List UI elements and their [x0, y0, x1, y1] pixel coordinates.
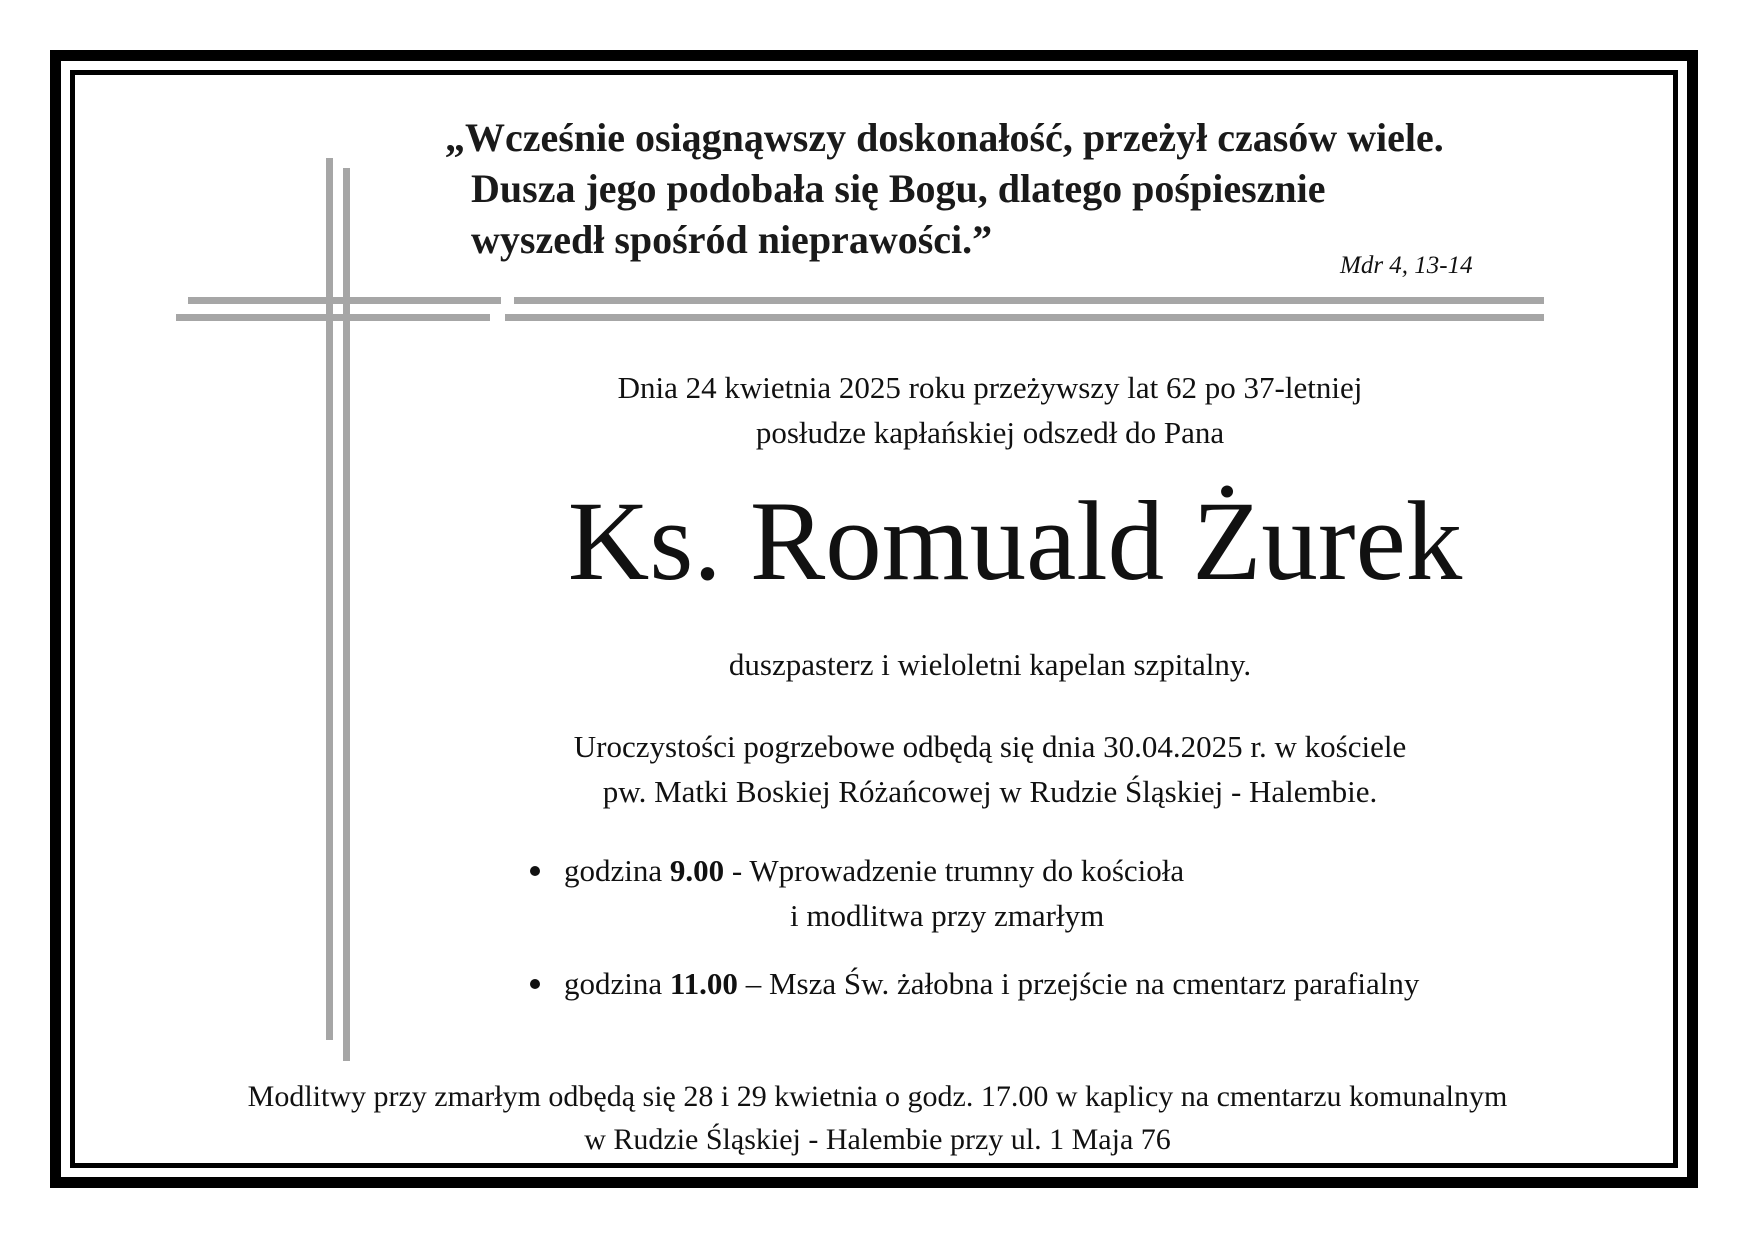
- cross-vertical-line-left: [326, 158, 333, 1040]
- schedule-time: 11.00: [669, 966, 738, 1001]
- quote-source: Mdr 4, 13-14: [1340, 252, 1473, 279]
- schedule-prefix: godzina: [564, 966, 670, 1001]
- announcement-line-1: Dnia 24 kwietnia 2025 roku przeżywszy lat 62 po 37-letniej: [617, 370, 1363, 405]
- cross-horizontal-line-bottom-right: [505, 314, 1544, 321]
- funeral-info: [440, 724, 1540, 814]
- deceased-name: Ks. Romuald Żurek: [567, 479, 1463, 604]
- cross-horizontal-line-top-right: [514, 297, 1544, 304]
- schedule-prefix: godzina: [564, 853, 670, 888]
- deceased-role: duszpasterz i wieloletni kapelan szpitalny.: [728, 647, 1252, 682]
- quote-line-2: Dusza jego podobała się Bogu, dlatego pośpiesznie: [471, 166, 1326, 211]
- bullet-dot-icon: [530, 866, 540, 876]
- schedule-item: [530, 961, 1419, 1006]
- prayer-info: [150, 1075, 1605, 1161]
- schedule-item: [530, 848, 1184, 893]
- schedule-time: 9.00: [669, 853, 725, 888]
- cross-horizontal-line-top-left: [188, 297, 501, 304]
- death-announcement: [500, 365, 1480, 455]
- funeral-line-1: Uroczystości pogrzebowe odbędą się dnia 30.04.2025 r. w kościele: [573, 729, 1407, 764]
- schedule-text: - Wprowadzenie trumny do kościoła: [724, 853, 1185, 888]
- quote-line-3: wyszedł spośród nieprawości.”: [471, 217, 993, 262]
- bullet-dot-icon: [530, 979, 540, 989]
- prayer-line-1: Modlitwy przy zmarłym odbędą się 28 i 29 kwietnia o godz. 17.00 w kaplicy na cmentarzu komunalnym: [247, 1080, 1508, 1113]
- scripture-quote: [445, 112, 1555, 265]
- quote-line-1: „Wcześnie osiągnąwszy doskonałość, przeżył czasów wiele.: [445, 115, 1444, 160]
- schedule-text: – Msza Św. żałobna i przejście na cmentarz parafialny: [737, 966, 1420, 1001]
- cross-horizontal-line-bottom-left: [176, 314, 490, 321]
- announcement-line-2: posłudze kapłańskiej odszedł do Pana: [755, 415, 1225, 450]
- prayer-line-2: w Rudzie Śląskiej - Halembie przy ul. 1 Maja 76: [584, 1123, 1171, 1156]
- schedule-item-continuation: i modlitwa przy zmarłym: [790, 898, 1105, 933]
- funeral-line-2: pw. Matki Boskiej Różańcowej w Rudzie Śląskiej - Halembie.: [602, 774, 1378, 809]
